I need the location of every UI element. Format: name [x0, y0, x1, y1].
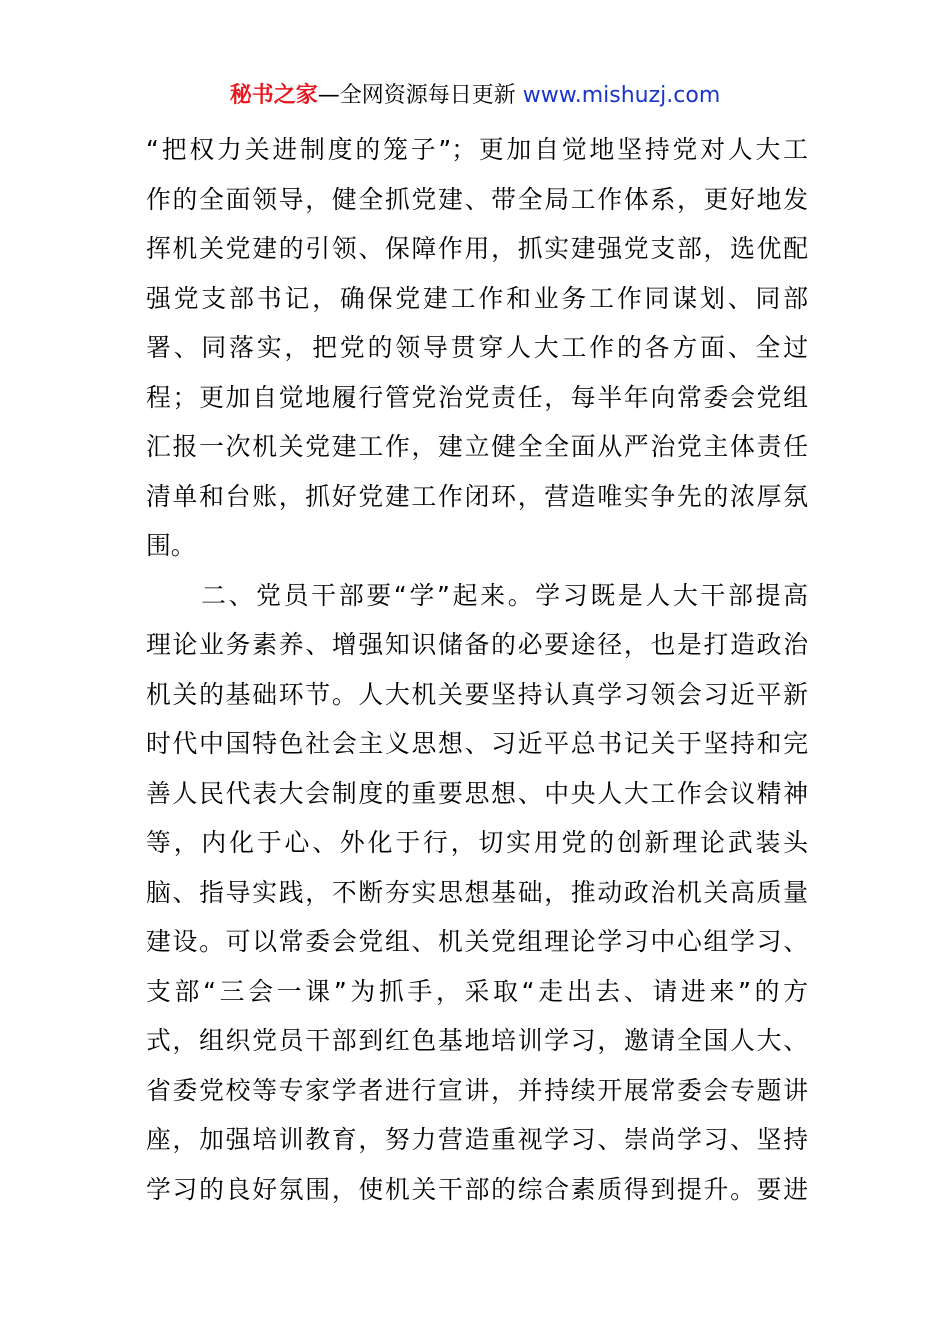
text-line: 清单和台账，抓好党建工作闭环，营造唯实争先的浓厚氛	[146, 481, 808, 511]
header-tagline: —全网资源每日更新	[317, 83, 516, 108]
text-line: 座，加强培训教育，努力营造重视学习、崇尚学习、坚持	[146, 1125, 808, 1154]
text-line: 等，内化于心、外化于行，切实用党的创新理论武装头	[146, 828, 808, 857]
text-line: 脑、指导实践，不断夯实思想基础，推动政治机关高质量	[146, 877, 808, 907]
text-line: 式，组织党员干部到红色基地培训学习，邀请全国人大、	[146, 1026, 808, 1055]
text-line: 挥机关党建的引领、保障作用，抓实建强党支部，选优配	[146, 234, 808, 263]
text-line: 强党支部书记，确保党建工作和业务工作同谋划、同部	[146, 283, 808, 313]
text-line: 学习的良好氛围，使机关干部的综合素质得到提升。要进	[146, 1174, 808, 1204]
text-line: 署、同落实，把党的领导贯穿人大工作的各方面、全过	[146, 333, 808, 362]
paragraph-heading-line: 二、党员干部要“学”起来。学习既是人大干部提高	[146, 580, 808, 610]
text-line: 作的全面领导，健全抓党建、带全局工作体系，更好地发	[146, 184, 808, 214]
document-body	[146, 125, 808, 1214]
text-line: 支部“三会一课”为抓手，采取“走出去、请进来”的方	[146, 976, 808, 1006]
paragraph-end-line: 围。	[146, 531, 196, 560]
text-line: 理论业务素养、增强知识储备的必要途径，也是打造政治	[146, 630, 808, 659]
page-header	[0, 80, 950, 112]
text-line: 时代中国特色社会主义思想、习近平总书记关于坚持和完	[146, 729, 808, 758]
text-line: 汇报一次机关党建工作，建立健全全面从严治党主体责任	[146, 432, 808, 461]
text-line: “把权力关进制度的笼子”；更加自觉地坚持党对人大工	[146, 135, 808, 164]
text-line: 程；更加自觉地履行管党治党责任，每半年向常委会党组	[146, 382, 808, 412]
text-line: 机关的基础环节。人大机关要坚持认真学习领会习近平新	[146, 679, 808, 709]
text-line: 省委党校等专家学者进行宣讲，并持续开展常委会专题讲	[146, 1075, 808, 1105]
brand-name: 秘书之家	[229, 83, 318, 108]
site-url-link[interactable]: www.mishuzj.com	[522, 83, 721, 108]
text-line: 建设。可以常委会党组、机关党组理论学习中心组学习、	[146, 927, 808, 956]
text-line: 善人民代表大会制度的重要思想、中央人大工作会议精神	[146, 778, 808, 808]
